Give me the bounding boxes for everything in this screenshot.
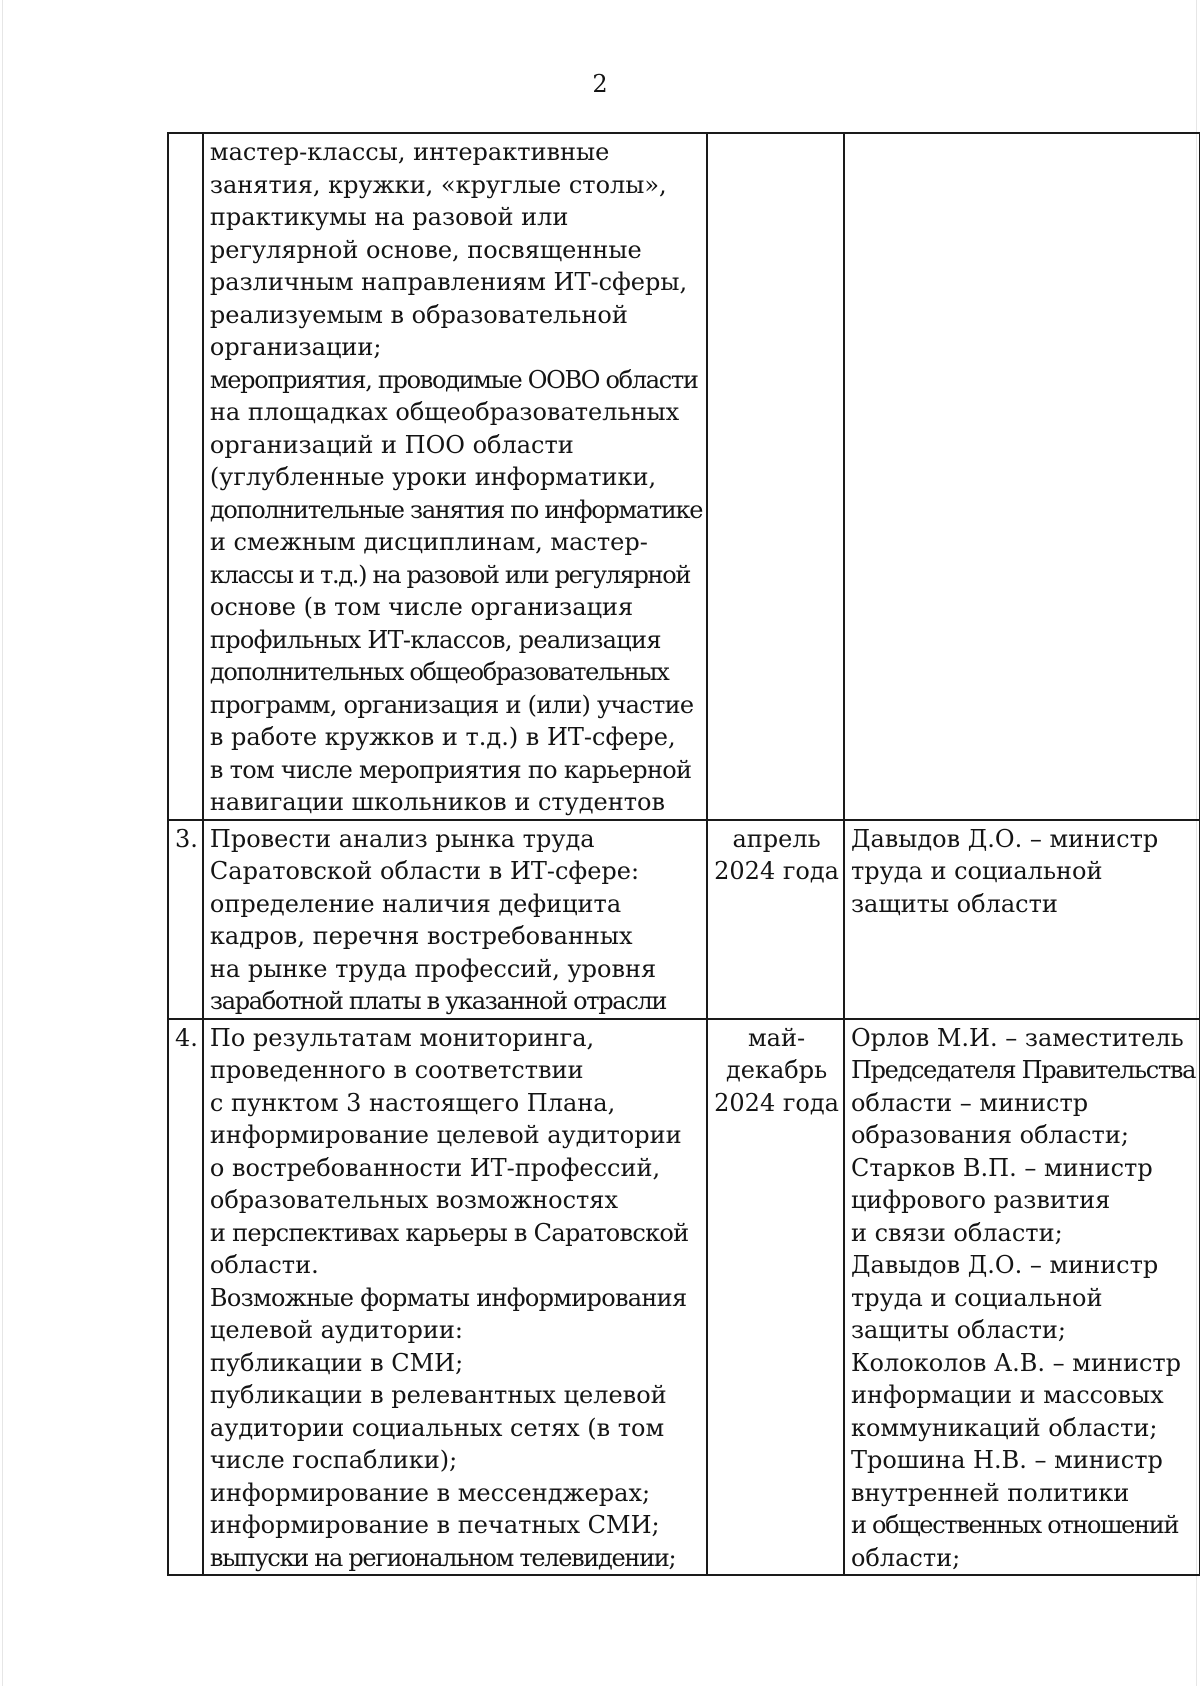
event-line: в работе кружков и т.д.) в ИТ-сфере, xyxy=(209,723,676,751)
event-line: информирование в печатных СМИ; xyxy=(209,1511,660,1539)
event-line: на площадках общеобразовательных xyxy=(209,398,680,426)
event-line: выпуски на региональном телевидении; xyxy=(209,1543,676,1572)
responsible-cell xyxy=(844,820,1200,1019)
event-line: классы и т.д.) на разовой или регулярной xyxy=(209,560,691,589)
responsible-line: Старков В.П. – министр xyxy=(850,1153,1153,1182)
date-line: май- xyxy=(748,1023,806,1052)
event-line: организации; xyxy=(209,333,382,361)
event-line: публикации в релевантных целевой xyxy=(209,1381,667,1409)
event-line: организаций и ПОО области xyxy=(209,430,574,459)
event-line: и перспективах карьеры в Саратовской xyxy=(209,1218,689,1247)
responsible-line: Трошина Н.В. – министр xyxy=(850,1446,1163,1474)
responsible-line: Орлов М.И. – заместитель xyxy=(850,1023,1184,1052)
event-line: занятия, кружки, «круглые столы», xyxy=(209,170,667,199)
scan-edge-left xyxy=(2,0,3,1686)
responsible-line: Председателя Правительства xyxy=(850,1056,1196,1084)
event-line: проведенного в соответствии xyxy=(209,1056,584,1084)
table-row-continuation xyxy=(168,133,1200,820)
event-line: образовательных возможностях xyxy=(209,1186,618,1214)
event-cell xyxy=(203,133,707,820)
responsible-line: защиты области; xyxy=(850,1316,1066,1344)
number-cell xyxy=(168,133,203,820)
event-line: о востребованности ИТ-профессий, xyxy=(209,1153,661,1182)
date-line: 2024 года xyxy=(714,857,839,885)
responsible-line: и общественных отношений xyxy=(850,1511,1179,1539)
event-line: в том числе мероприятия по карьерной xyxy=(209,755,692,784)
event-line: программ, организация и (или) участие xyxy=(209,690,694,719)
event-line: кадров, перечня востребованных xyxy=(209,922,633,950)
responsible-line: цифрового развития xyxy=(850,1186,1111,1214)
responsible-line: труда и социальной xyxy=(850,857,1103,885)
event-line: мастер-классы, интерактивные xyxy=(209,138,610,166)
event-line: различным направлениям ИТ-сферы, xyxy=(209,268,688,296)
responsible-line: труда и социальной xyxy=(850,1283,1103,1312)
event-line: Саратовской области в ИТ-сфере: xyxy=(209,857,640,885)
event-line: (углубленные уроки информатики, xyxy=(209,463,657,491)
date-cell xyxy=(707,133,844,820)
responsible-line: информации и массовых xyxy=(850,1381,1164,1409)
event-line: определение наличия дефицита xyxy=(209,889,622,918)
event-line: и смежным дисциплинам, мастер- xyxy=(209,528,648,556)
event-line: дополнительных общеобразовательных xyxy=(209,658,669,686)
event-line: Возможные форматы информирования xyxy=(209,1283,687,1312)
responsible-cell xyxy=(844,1019,1200,1576)
row-number: 4. xyxy=(168,1019,203,1576)
date-line: апрель xyxy=(732,824,821,853)
event-line: реализуемым в образовательной xyxy=(209,300,628,329)
responsible-line: области; xyxy=(850,1543,961,1572)
event-line: информирование целевой аудитории xyxy=(209,1121,682,1149)
responsible-line: коммуникаций области; xyxy=(850,1413,1158,1442)
event-line: практикумы на разовой или xyxy=(209,203,569,231)
date-cell xyxy=(707,820,844,1019)
event-line: По результатам мониторинга, xyxy=(209,1023,595,1052)
date-line: декабрь xyxy=(725,1056,828,1084)
responsible-line: защиты области xyxy=(850,889,1058,918)
event-line: Провести анализ рынка труда xyxy=(209,824,595,853)
event-line: числе госпаблики); xyxy=(209,1446,458,1474)
responsible-line: и связи области; xyxy=(850,1218,1063,1247)
table-row xyxy=(168,820,1200,1019)
date-cell xyxy=(707,1019,844,1576)
event-line: профильных ИТ-классов, реализация xyxy=(209,625,661,654)
row-number: 3. xyxy=(168,820,203,1019)
event-line: целевой аудитории: xyxy=(209,1316,463,1344)
event-line: навигации школьников и студентов xyxy=(209,788,665,816)
event-cell xyxy=(203,1019,707,1576)
event-line: регулярной основе, посвященные xyxy=(209,235,642,264)
event-cell xyxy=(203,820,707,1019)
event-line: с пунктом 3 настоящего Плана, xyxy=(209,1088,616,1117)
date-line: 2024 года xyxy=(714,1088,839,1117)
responsible-line: Колоколов А.В. – министр xyxy=(850,1348,1182,1377)
event-line: на рынке труда профессий, уровня xyxy=(209,954,657,983)
responsible-line: Давыдов Д.О. – министр xyxy=(850,1251,1159,1279)
page-number: 2 xyxy=(592,70,608,98)
event-line: мероприятия, проводимые ООВО области xyxy=(209,365,698,394)
responsible-line: внутренней политики xyxy=(850,1478,1130,1507)
plan-table xyxy=(167,132,1200,1576)
event-line: основе (в том числе организация xyxy=(209,593,634,621)
event-line: дополнительные занятия по информатике xyxy=(209,495,703,524)
responsible-cell xyxy=(844,133,1200,820)
responsible-line: Давыдов Д.О. – министр xyxy=(850,824,1159,853)
event-line: аудитории социальных сетях (в том xyxy=(209,1413,665,1442)
responsible-line: образования области; xyxy=(850,1121,1129,1149)
responsible-line: области – министр xyxy=(850,1088,1089,1117)
table-row xyxy=(168,1019,1200,1576)
event-line: области. xyxy=(209,1251,319,1279)
event-line: заработной платы в указанной отрасли xyxy=(209,987,667,1015)
event-line: публикации в СМИ; xyxy=(209,1348,464,1377)
event-line: информирование в мессенджерах; xyxy=(209,1478,651,1507)
